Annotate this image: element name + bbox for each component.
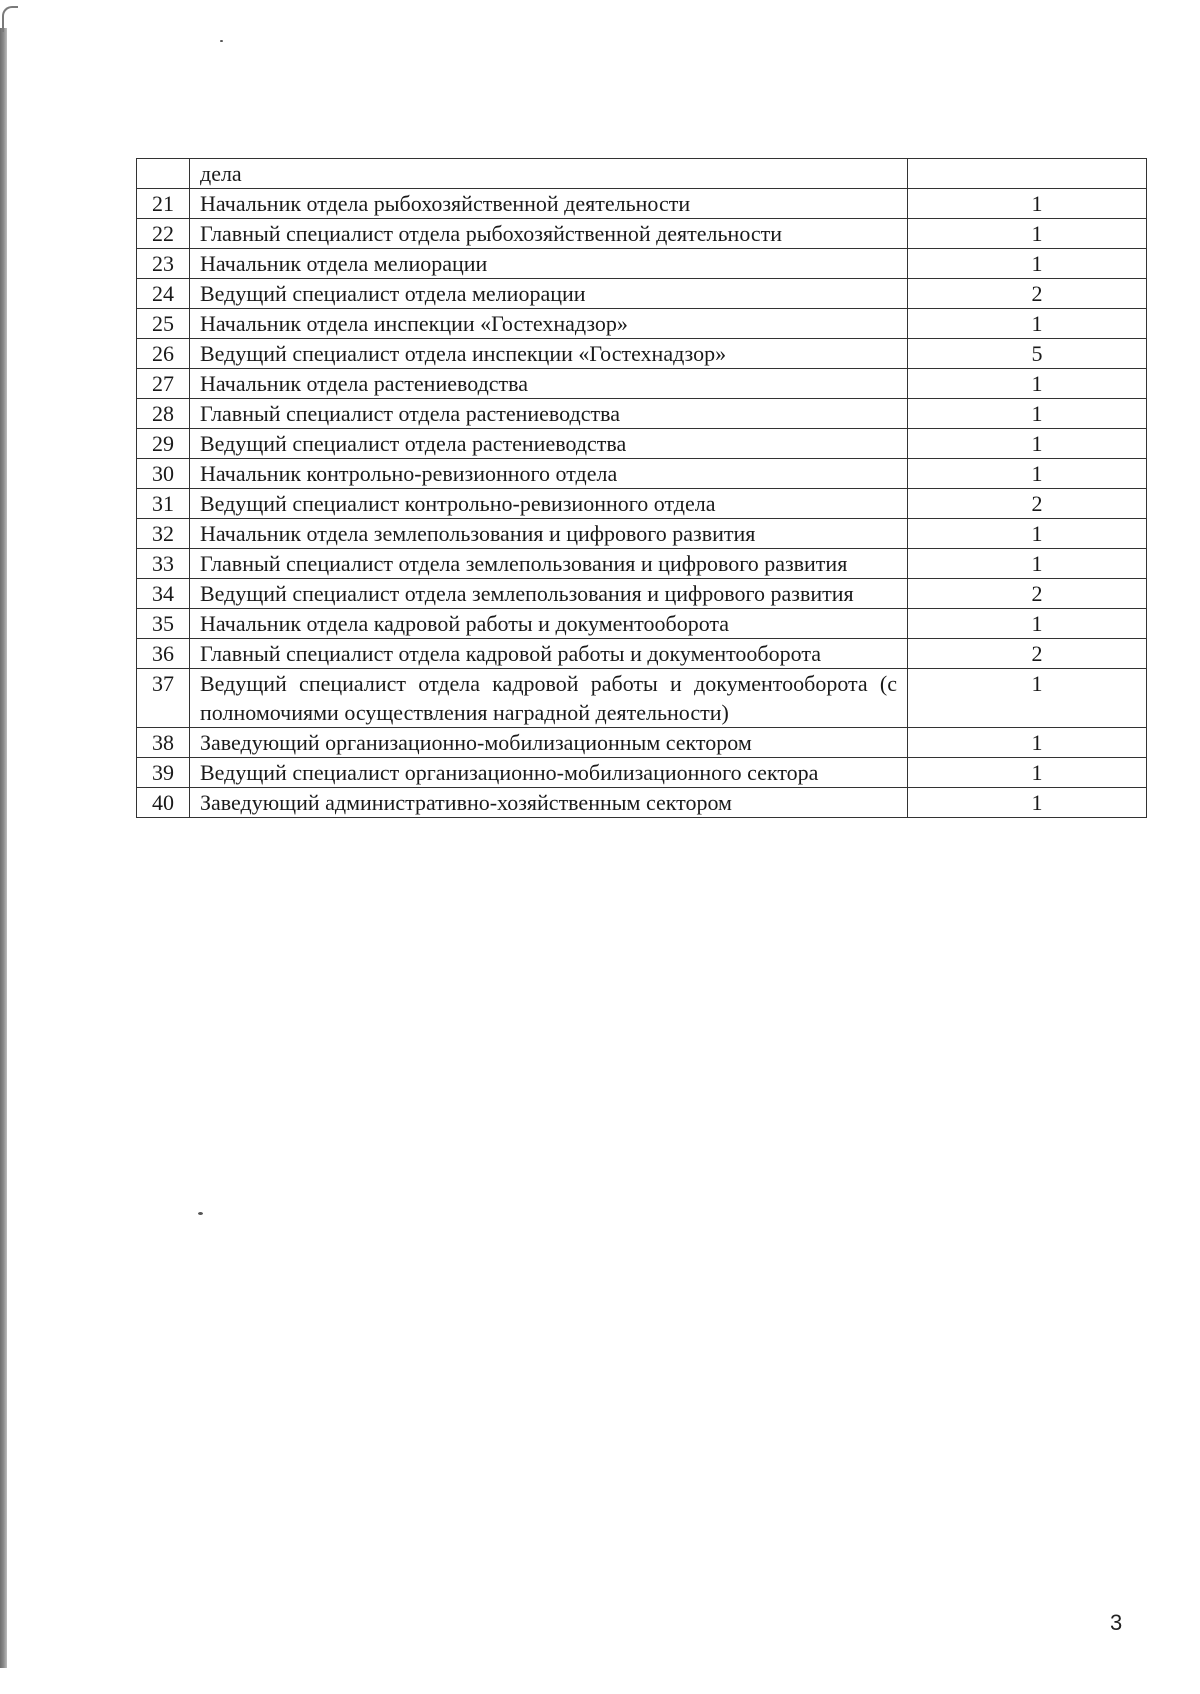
table-row: [137, 159, 1147, 189]
table-row: [137, 549, 1147, 579]
position-title: Ведущий специалист отдела землепользования и цифрового развития: [190, 579, 908, 609]
position-count: 1: [908, 459, 1147, 489]
table-row: [137, 669, 1147, 728]
position-title: Начальник отдела растениеводства: [190, 369, 908, 399]
row-number: 21: [137, 189, 190, 219]
position-title: Начальник контрольно-ревизионного отдела: [190, 459, 908, 489]
table-row: [137, 579, 1147, 609]
position-count: 1: [908, 609, 1147, 639]
table-row: [137, 459, 1147, 489]
row-number: 36: [137, 639, 190, 669]
position-count: 1: [908, 758, 1147, 788]
row-number: 40: [137, 788, 190, 818]
row-number: 29: [137, 429, 190, 459]
position-count: 1: [908, 309, 1147, 339]
position-count: 2: [908, 279, 1147, 309]
row-number: 24: [137, 279, 190, 309]
row-number: 35: [137, 609, 190, 639]
table-row: [137, 758, 1147, 788]
row-number: 22: [137, 219, 190, 249]
position-title: Главный специалист отдела растениеводства: [190, 399, 908, 429]
position-count: 1: [908, 219, 1147, 249]
position-title: Начальник отдела землепользования и цифрового развития: [190, 519, 908, 549]
position-title: Ведущий специалист отдела растениеводства: [190, 429, 908, 459]
position-count: 1: [908, 549, 1147, 579]
scan-speck: [198, 1212, 203, 1215]
position-title: Начальник отдела кадровой работы и документооборота: [190, 609, 908, 639]
table-row: [137, 609, 1147, 639]
row-number: 34: [137, 579, 190, 609]
position-title: Главный специалист отдела кадровой работы и документооборота: [190, 639, 908, 669]
table-row: [137, 189, 1147, 219]
position-title: Ведущий специалист отдела мелиорации: [190, 279, 908, 309]
position-title: Заведующий административно-хозяйственным сектором: [190, 788, 908, 818]
position-count: 2: [908, 579, 1147, 609]
row-number: 25: [137, 309, 190, 339]
table-row: [137, 279, 1147, 309]
positions-table: [136, 158, 1147, 818]
table-row: [137, 788, 1147, 818]
row-number: 28: [137, 399, 190, 429]
row-number: 39: [137, 758, 190, 788]
row-number: 38: [137, 728, 190, 758]
position-count: [908, 159, 1147, 189]
position-title: Ведущий специалист отдела кадровой работы и документооборота (с полномочиями осуществления наградной деятельности): [190, 669, 908, 728]
position-title: Главный специалист отдела землепользования и цифрового развития: [190, 549, 908, 579]
row-number: 31: [137, 489, 190, 519]
position-title: дела: [190, 159, 908, 189]
position-count: 1: [908, 429, 1147, 459]
table-row: [137, 429, 1147, 459]
position-title: Заведующий организационно-мобилизационным сектором: [190, 728, 908, 758]
row-number: 27: [137, 369, 190, 399]
position-title: Начальник отдела инспекции «Гостехнадзор»: [190, 309, 908, 339]
position-count: 1: [908, 249, 1147, 279]
table-row: [137, 399, 1147, 429]
table-row: [137, 369, 1147, 399]
scan-corner-mark: [2, 6, 18, 32]
row-number: 26: [137, 339, 190, 369]
position-count: 1: [908, 189, 1147, 219]
table-row: [137, 728, 1147, 758]
position-title: Начальник отдела мелиорации: [190, 249, 908, 279]
table-row: [137, 639, 1147, 669]
row-number: 37: [137, 669, 190, 728]
page-number: 3: [1110, 1610, 1123, 1635]
position-count: 1: [908, 788, 1147, 818]
position-count: 1: [908, 669, 1147, 728]
table-row: [137, 519, 1147, 549]
position-count: 1: [908, 519, 1147, 549]
position-title: Начальник отдела рыбохозяйственной деятельности: [190, 189, 908, 219]
table-row: [137, 339, 1147, 369]
table-row: [137, 309, 1147, 339]
row-number: 30: [137, 459, 190, 489]
scan-edge-shadow: [0, 28, 7, 1668]
position-count: 2: [908, 639, 1147, 669]
position-count: 1: [908, 728, 1147, 758]
row-number: 33: [137, 549, 190, 579]
position-title: Главный специалист отдела рыбохозяйственной деятельности: [190, 219, 908, 249]
position-count: 5: [908, 339, 1147, 369]
row-number: 23: [137, 249, 190, 279]
position-title: Ведущий специалист организационно-мобилизационного сектора: [190, 758, 908, 788]
table-row: [137, 249, 1147, 279]
row-number: 32: [137, 519, 190, 549]
positions-table-body: [137, 159, 1147, 818]
row-number: [137, 159, 190, 189]
position-title: Ведущий специалист отдела инспекции «Гостехнадзор»: [190, 339, 908, 369]
position-count: 1: [908, 369, 1147, 399]
table-row: [137, 219, 1147, 249]
position-title: Ведущий специалист контрольно-ревизионного отдела: [190, 489, 908, 519]
scan-speck: [220, 40, 223, 42]
position-count: 2: [908, 489, 1147, 519]
table-row: [137, 489, 1147, 519]
position-count: 1: [908, 399, 1147, 429]
